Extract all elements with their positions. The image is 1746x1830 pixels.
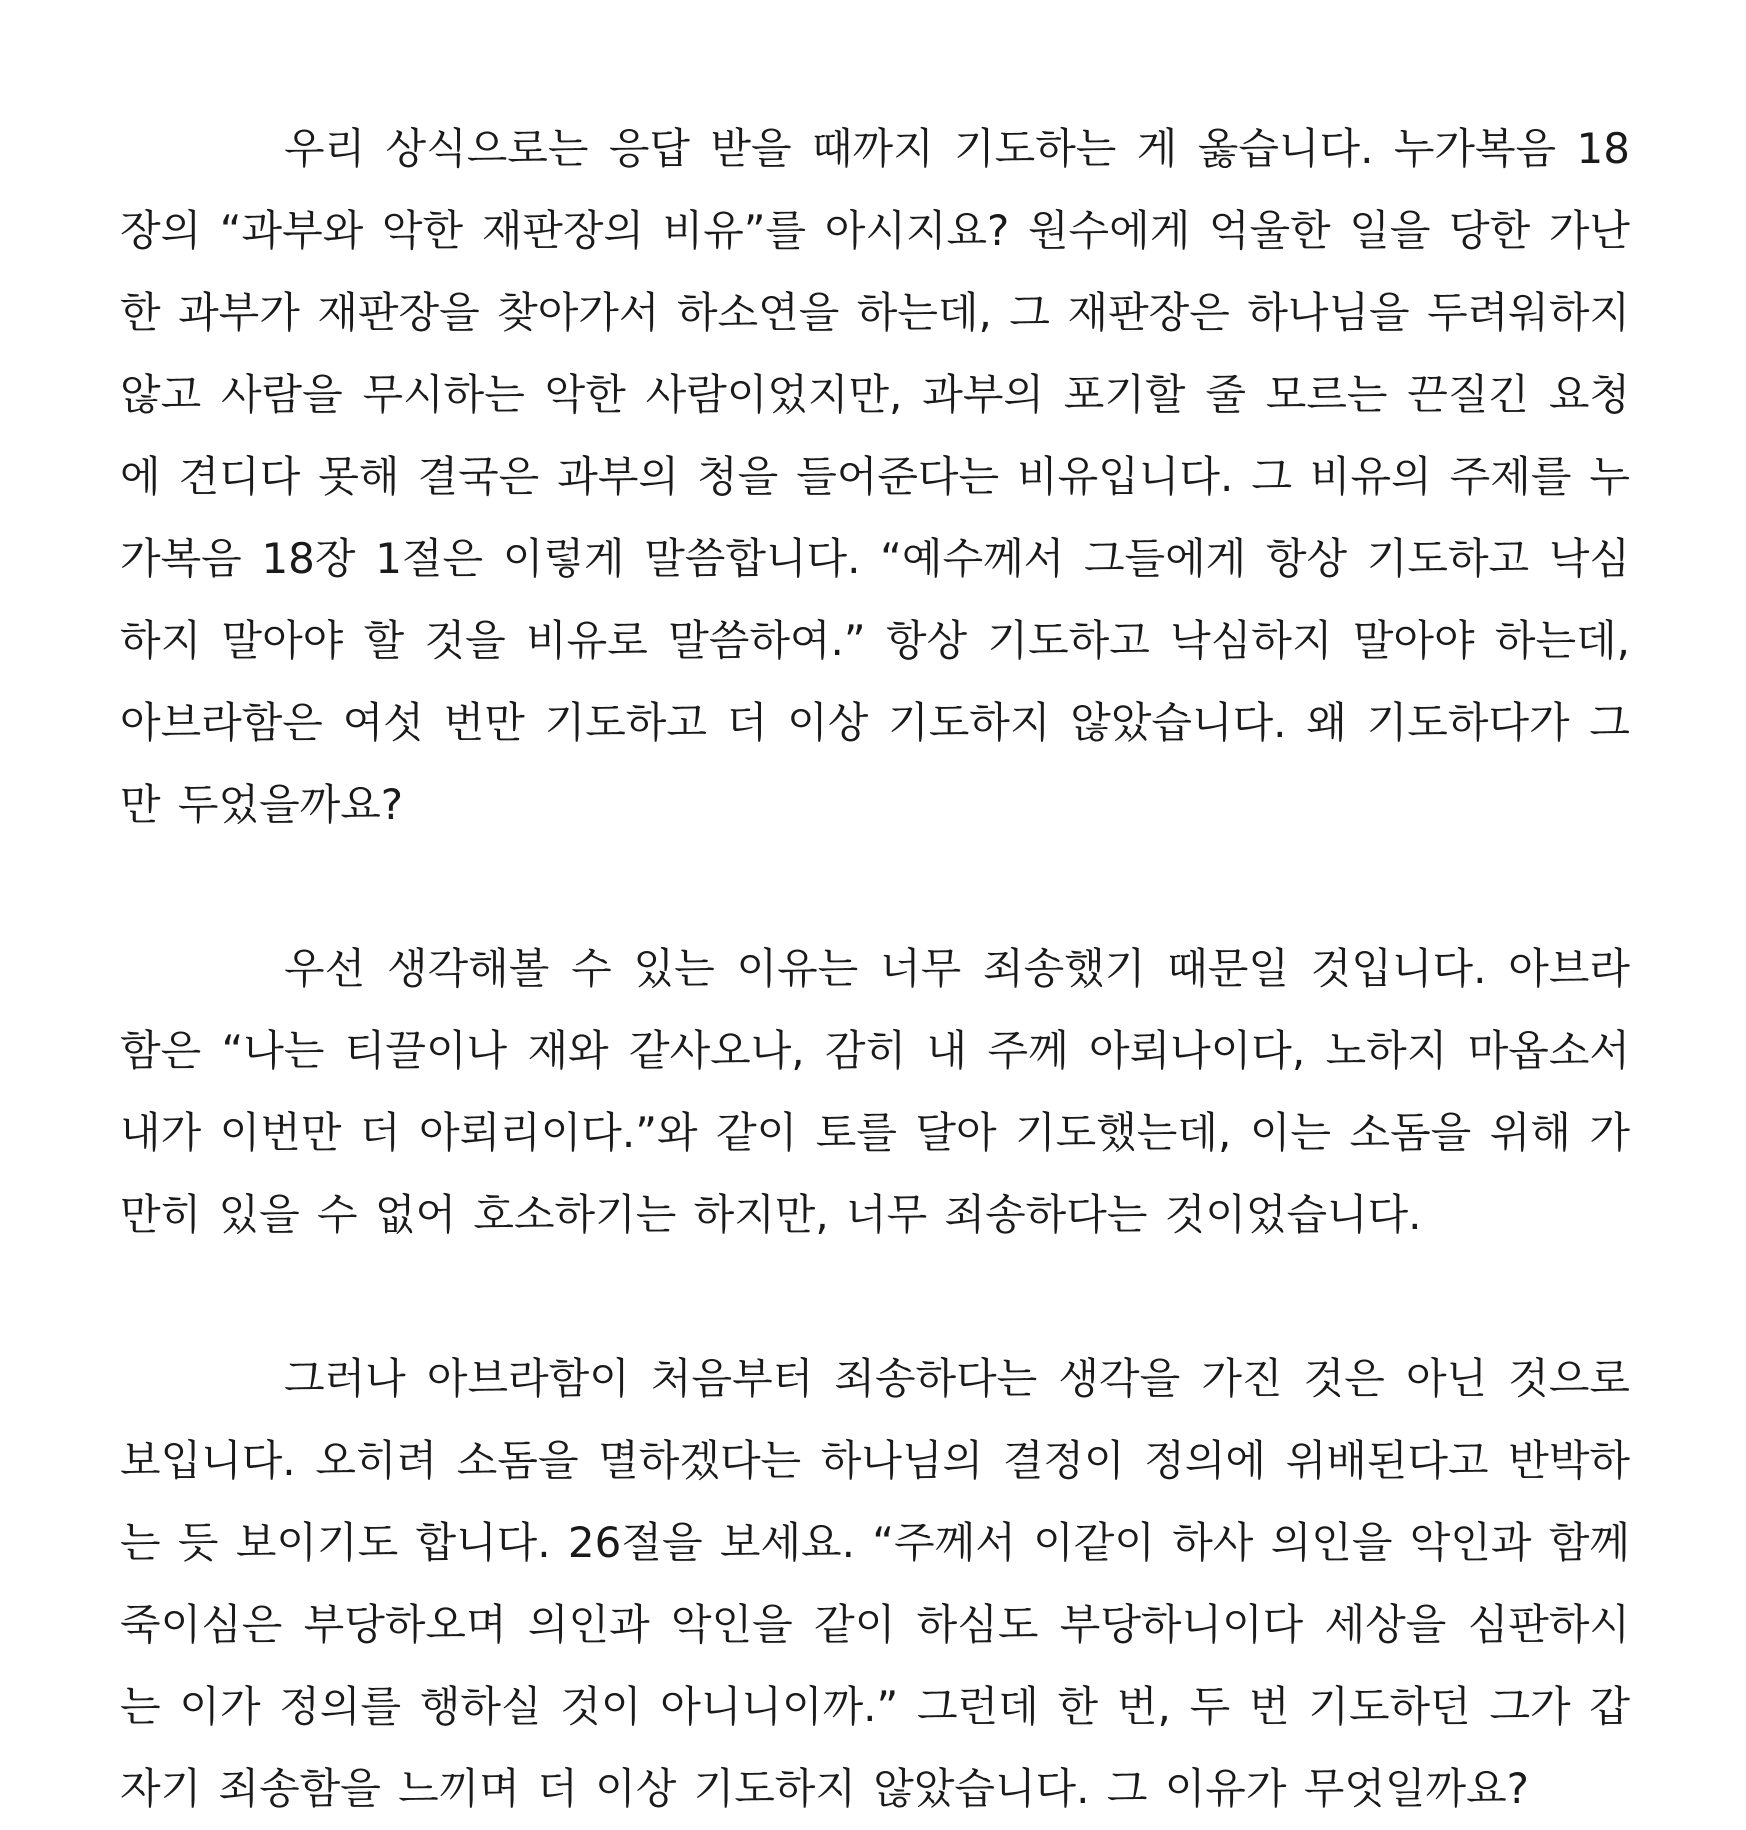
paragraph-1: 우리 상식으로는 응답 받을 때까지 기도하는 게 옳습니다. 누가복음 18장의 “과부와 악한 재판장의 비유”를 아시지요? 원수에게 억울한 일을 당한 가난한 과부가 재판장을 찾아가서 하소연을 하는데, 그 재판장은 하나님을 두려워하지 않고 사람을 무시하는 악한 사람이었지만, 과부의 포기할 줄 모르는 끈질긴 요청에 견디다 못해 결국은 과부의 청을 들어준다는 비유입니다. 그 비유의 주제를 누가복음 18장 1절은 이렇게 말씀합니다. “예수께서 그들에게 항상 기도하고 낙심하지 말아야 할 것을 비유로 말씀하여.” 항상 기도하고 낙심하지 말아야 하는데, 아브라함은 여섯 번만 기도하고 더 이상 기도하지 않았습니다. 왜 기도하다가 그만 두었을까요? (120, 124, 1630, 829)
document-body (120, 108, 1630, 1830)
paragraph-2: 우선 생각해볼 수 있는 이유는 너무 죄송했기 때문일 것입니다. 아브라함은 “나는 티끌이나 재와 같사오나, 감히 내 주께 아뢰나이다, 노하지 마옵소서 내가 이번만 더 아뢰리이다.”와 같이 토를 달아 기도했는데, 이는 소돔을 위해 가만히 있을 수 없어 호소하기는 하지만, 너무 죄송하다는 것이었습니다. (120, 944, 1630, 1239)
paragraph-3: 그러나 아브라함이 처음부터 죄송하다는 생각을 가진 것은 아닌 것으로 보입니다. 오히려 소돔을 멸하겠다는 하나님의 결정이 정의에 위배된다고 반박하는 듯 보이기도 합니다. 26절을 보세요. “주께서 이같이 하사 의인을 악인과 함께 죽이심은 부당하오며 의인과 악인을 같이 하심도 부당하니이다 세상을 심판하시는 이가 정의를 행하실 것이 아니니이까.” 그런데 한 번, 두 번 기도하던 그가 갑자기 죄송함을 느끼며 더 이상 기도하지 않았습니다. 그 이유가 무엇일까요? (120, 1354, 1630, 1813)
